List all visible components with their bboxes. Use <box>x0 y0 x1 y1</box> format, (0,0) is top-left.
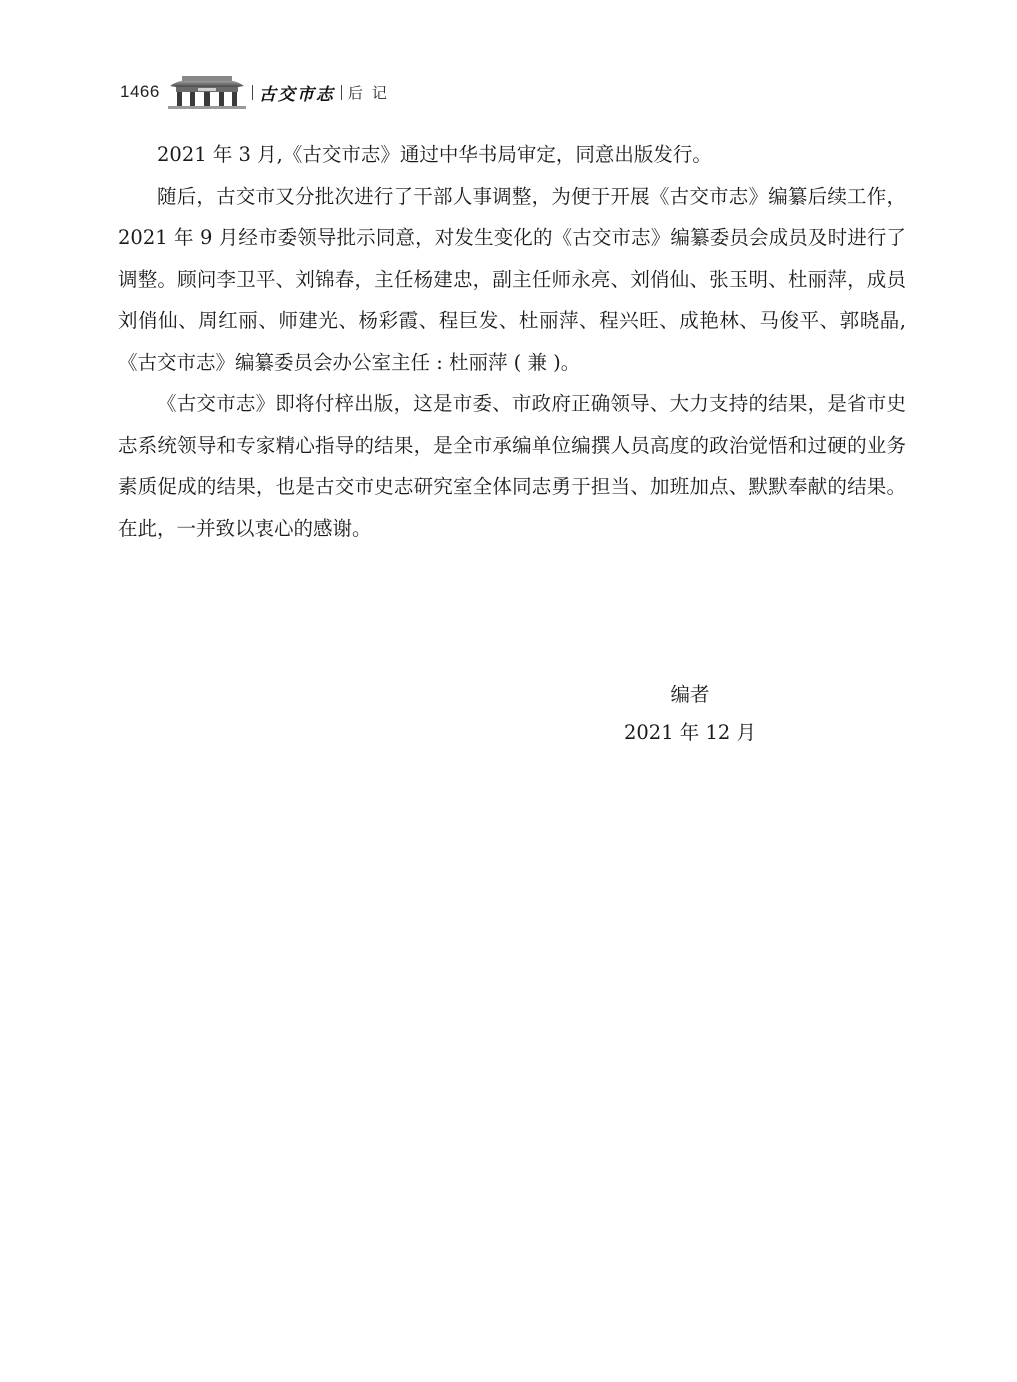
signature <box>560 676 820 752</box>
page-header <box>120 74 396 110</box>
paragraph: 《古交市志》即将付梓出版，这是市委、市政府正确领导、大力支持的结果，是省市史志系统领导和专家精心指导的结果，是全市承编单位编撰人员高度的政治觉悟和过硬的业务素质促成的结果，也是古交市史志研究室全体同志勇于担当、加班加点、默默奉献的结果。在此，一并致以衷心的感谢。 <box>118 392 906 540</box>
section-name: 后记 <box>347 83 396 102</box>
book-title: 古交市志 <box>258 84 335 105</box>
header-separator <box>252 85 253 100</box>
paragraph: 随后，古交市又分批次进行了干部人事调整，为便于开展《古交市志》编纂后续工作，2021 年 9 月经市委领导批示同意，对发生变化的《古交市志》编纂委员会成员及时进行了调整。顾问李卫平、刘锦春，主任杨建忠，副主任师永亮、刘俏仙、张玉明、杜丽萍，成员刘俏仙、周红丽、师建光、杨彩霞、程巨发、杜丽萍、程兴旺、成艳林、马俊平、郭晓晶,《古交市志》编纂委员会办公室主任 : 杜丽萍 ( 兼 )。 <box>118 184 906 374</box>
gate-logo-icon <box>168 75 246 109</box>
paragraph: 2021 年 3 月,《古交市志》通过中华书局审定，同意出版发行。 <box>157 143 712 166</box>
page-number: 1466 <box>120 82 160 101</box>
signature-author: 编者 <box>670 683 710 706</box>
header-separator <box>341 85 342 100</box>
signature-date: 2021 年 12 月 <box>623 721 757 744</box>
body-text <box>118 134 906 549</box>
